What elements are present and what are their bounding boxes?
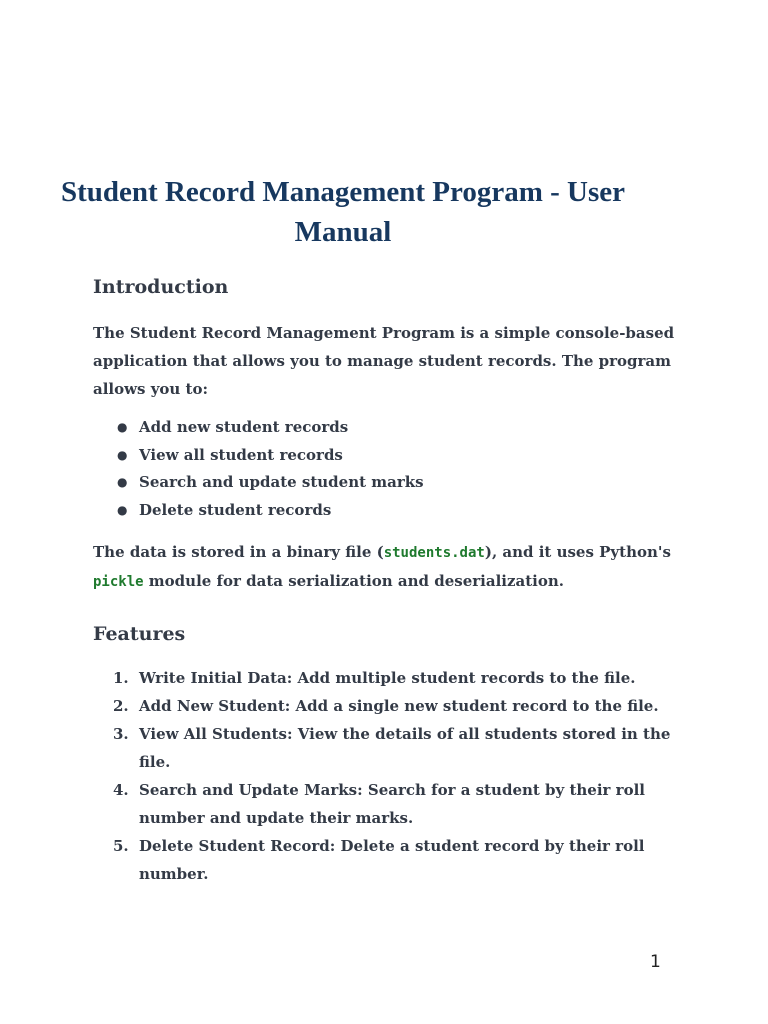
feature-number: 4. — [113, 781, 129, 799]
list-item-text: Delete student records — [139, 500, 332, 519]
feature-text: View All Students: View the details of all students stored in the file. — [139, 725, 671, 771]
feature-text: Add New Student: Add a single new student record to the file. — [139, 697, 659, 715]
list-item-text: Add new student records — [139, 418, 349, 436]
list-item — [93, 497, 683, 525]
storage-paragraph — [93, 538, 683, 596]
manual-content — [93, 272, 683, 888]
list-item — [93, 469, 683, 497]
feature-item — [93, 692, 683, 720]
list-item-text: Search and update student marks — [139, 473, 424, 491]
storage-text-before: The data is stored in a binary file ( — [93, 543, 384, 561]
bullet-icon: ● — [117, 447, 128, 462]
storage-text-after: module for data serialization and deserialization. — [143, 572, 564, 590]
capabilities-list — [93, 414, 683, 524]
page-number: 1 — [650, 952, 661, 972]
feature-number: 2. — [113, 697, 129, 715]
list-item — [93, 414, 683, 442]
features-list — [93, 664, 683, 888]
feature-item — [93, 776, 683, 832]
feature-text: Search and Update Marks: Search for a student by their roll number and update their marks. — [139, 781, 645, 827]
features-heading: Features — [93, 623, 186, 645]
storage-text-middle: ), and it uses Python's — [484, 543, 671, 561]
feature-item — [93, 720, 683, 776]
introduction-heading: Introduction — [93, 276, 229, 298]
bullet-icon: ● — [117, 502, 128, 517]
list-item — [93, 442, 683, 470]
list-item-text: View all student records — [139, 445, 343, 464]
feature-number: 1. — [113, 669, 129, 687]
file-name-code: students.dat — [383, 545, 485, 561]
feature-text: Write Initial Data: Add multiple student records to the file. — [139, 669, 636, 687]
feature-number: 5. — [113, 837, 129, 855]
introduction-paragraph: The Student Record Management Program is a simple console-based application that allows you to manage student records. The program allows you to: — [93, 324, 675, 398]
feature-item — [93, 664, 683, 692]
module-name-code: pickle — [93, 574, 144, 590]
feature-item — [93, 832, 683, 888]
feature-text: Delete Student Record: Delete a student record by their roll number. — [139, 837, 645, 883]
page-title: Student Record Management Program - User Manual — [60, 176, 626, 248]
feature-number: 3. — [113, 725, 129, 743]
bullet-icon: ● — [117, 475, 128, 489]
bullet-icon: ● — [117, 420, 128, 434]
